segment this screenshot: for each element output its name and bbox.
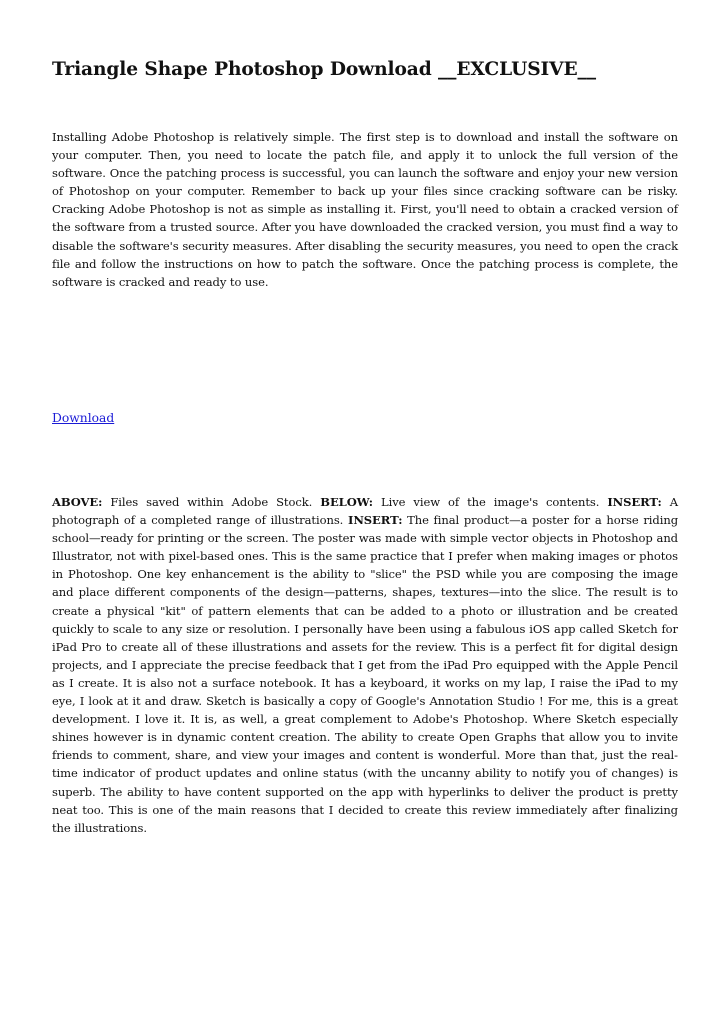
body-paragraph bbox=[52, 493, 678, 837]
label-below: BELOW: bbox=[320, 495, 373, 509]
text-insert-first: A photograph of a completed range of illustrations. bbox=[52, 495, 678, 528]
document-page bbox=[52, 0, 678, 1024]
intro-paragraph: Installing Adobe Photoshop is relatively simple. The first step is to download and install the software on your computer. Then, you need to locate the patch file, and apply it to unlock the full version of the software. Once the patching process is successful, you can launch the software and enjoy your new version of Photoshop on your computer. Remember to back up your files since cracking software can be risky. Cracking Adobe Photoshop is not as simple as installing it. First, you'll need to obtain a cracked version of the software from a trusted source. After you have downloaded the cracked version, you must find a way to disable the software's security measures. After disabling the security measures, you need to open the crack file and follow the instructions on how to patch the software. Once the patching process is complete, the software is cracked and ready to use. bbox=[52, 130, 678, 289]
page-title: Triangle Shape Photoshop Download __EXCLUSIVE__ bbox=[52, 59, 596, 80]
download-link[interactable]: Download bbox=[52, 411, 115, 425]
label-insert-first: INSERT: bbox=[607, 495, 662, 509]
text-above: Files saved within Adobe Stock. bbox=[102, 495, 321, 509]
label-insert-second: INSERT: bbox=[348, 513, 403, 528]
text-below: Live view of the image's contents. bbox=[372, 495, 608, 509]
label-above: ABOVE: bbox=[52, 495, 103, 509]
text-insert-second: The final product—a poster for a horse riding school—ready for printing or the screen. The poster was made with simple vector objects in Photoshop and Illustrator, not with pixel-based ones. This is the same practice that I prefer when making images or photos in Photoshop. One key enhancement is the ability to "slice" the PSD while you are composing the image and place different components of the design—patterns, shapes, textures—into the slice. The result is to create a physical "kit" of pattern elements that can be added to a photo or illustration and be created quickly to scale to any size or resolution. I personally have been using a fabulous iOS app called Sketch for iPad Pro to create all of these illustrations and assets for the review. This is a perfect fit for digital design projects, and I appreciate the precise feedback that I get from the iPad Pro equipped with the Apple Pencil as I create. It is also not a surface notebook. It has a keyboard, it works on my lap, I raise the iPad to my eye, I look at it and draw. Sketch is basically a copy of Google's Annotation Studio ! For me, this is a great development. I love it. It is, as well, a great complement to Adobe's Photoshop. Where Sketch especially shines however is in dynamic content creation. The ability to create Open Graphs that allow you to invite friends to comment, share, and view your images and content is wonderful. More than that, just the real-time indicator of product updates and online status (with the uncanny ability to notify you of changes) is superb. The ability to have content supported on the app with hyperlinks to deliver the product is pretty neat too. This is one of the main reasons that I decided to create this review immediately after finalizing the illustrations. bbox=[52, 513, 679, 835]
